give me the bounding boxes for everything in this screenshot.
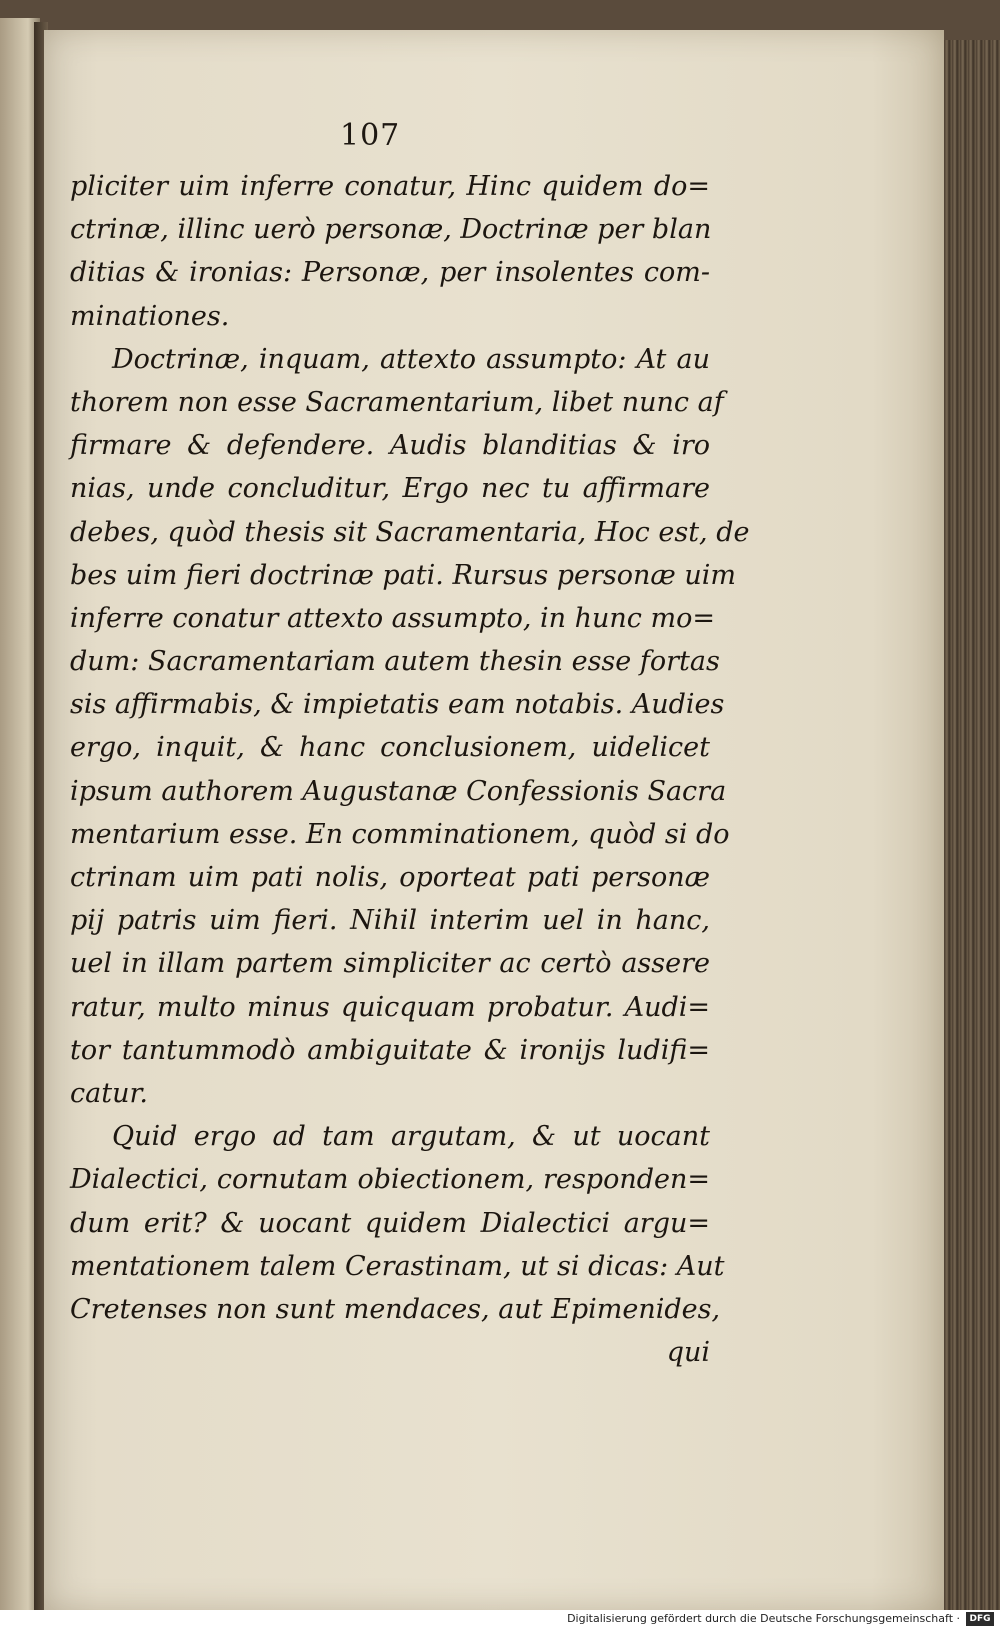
text-line: firmare & defendere. Audis blanditias & iro: [70, 430, 710, 462]
footer-credit: Digitalisierung gefördert durch die Deutsche Forschungsgemeinschaft ·: [567, 1612, 960, 1625]
catchword: qui: [666, 1337, 710, 1369]
text-line: catur.: [70, 1077, 148, 1109]
text-line: sis affirmabis, & impietatis eam notabis. Audies: [70, 689, 725, 721]
text-line: nias, unde concluditur, Ergo nec tu affirmare: [70, 473, 710, 505]
text-line: tor tantummodò ambiguitate & ironijs ludifi=: [70, 1034, 710, 1066]
text-line: mentationem talem Cerastinam, ut si dicas: Aut: [70, 1250, 725, 1282]
dfg-logo: DFG: [966, 1612, 994, 1626]
text-line: bes uim fieri doctrinæ pati. Rursus personæ uim: [70, 559, 737, 591]
text-line: ergo, inquit, & hanc conclusionem, uidelicet: [70, 732, 710, 764]
page-number: 107: [340, 118, 401, 153]
page-edges: [944, 40, 1000, 1610]
text-line: Doctrinæ, inquam, attexto assumpto: At au: [112, 343, 710, 375]
text-line: pliciter uim inferre conatur, Hinc quidem do=: [70, 171, 710, 202]
text-line: dum: Sacramentariam autem thesin esse fortas: [70, 646, 720, 678]
text-line: thorem non esse Sacramentarium, libet nunc af: [70, 386, 724, 418]
page-text: [70, 165, 750, 1374]
text-line: Cretenses non sunt mendaces, aut Epimenides,: [70, 1293, 721, 1325]
text-line: mentarium esse. En comminationem, quòd si do: [70, 818, 730, 850]
text-line: uel in illam partem simpliciter ac certò assere: [70, 948, 710, 980]
text-line: ratur, multo minus quicquam probatur. Audi=: [70, 991, 710, 1023]
text-line: ctrinæ, illinc uerò personæ, Doctrinæ per blan: [70, 214, 712, 246]
text-line: inferre conatur attexto assumpto, in hunc mo=: [70, 602, 715, 634]
text-line: ctrinam uim pati nolis, oporteat pati personæ: [70, 862, 710, 893]
digitization-footer: [0, 1610, 1000, 1629]
text-line: Dialectici, cornutam obiectionem, responden=: [70, 1164, 710, 1196]
text-line: dum erit? & uocant quidem Dialectici argu=: [70, 1207, 710, 1239]
text-line: pij patris uim fieri. Nihil interim uel in hanc,: [70, 905, 710, 937]
text-line: Quid ergo ad tam argutam, & ut uocant: [112, 1121, 710, 1153]
text-line: ditias & ironias: Personæ, per insolentes com-: [70, 257, 710, 289]
text-line: debes, quòd thesis sit Sacramentaria, Hoc est, de: [70, 516, 750, 548]
text-line: ipsum authorem Augustanæ Confessionis Sacra: [70, 775, 727, 807]
text-line: minationes.: [70, 300, 230, 332]
